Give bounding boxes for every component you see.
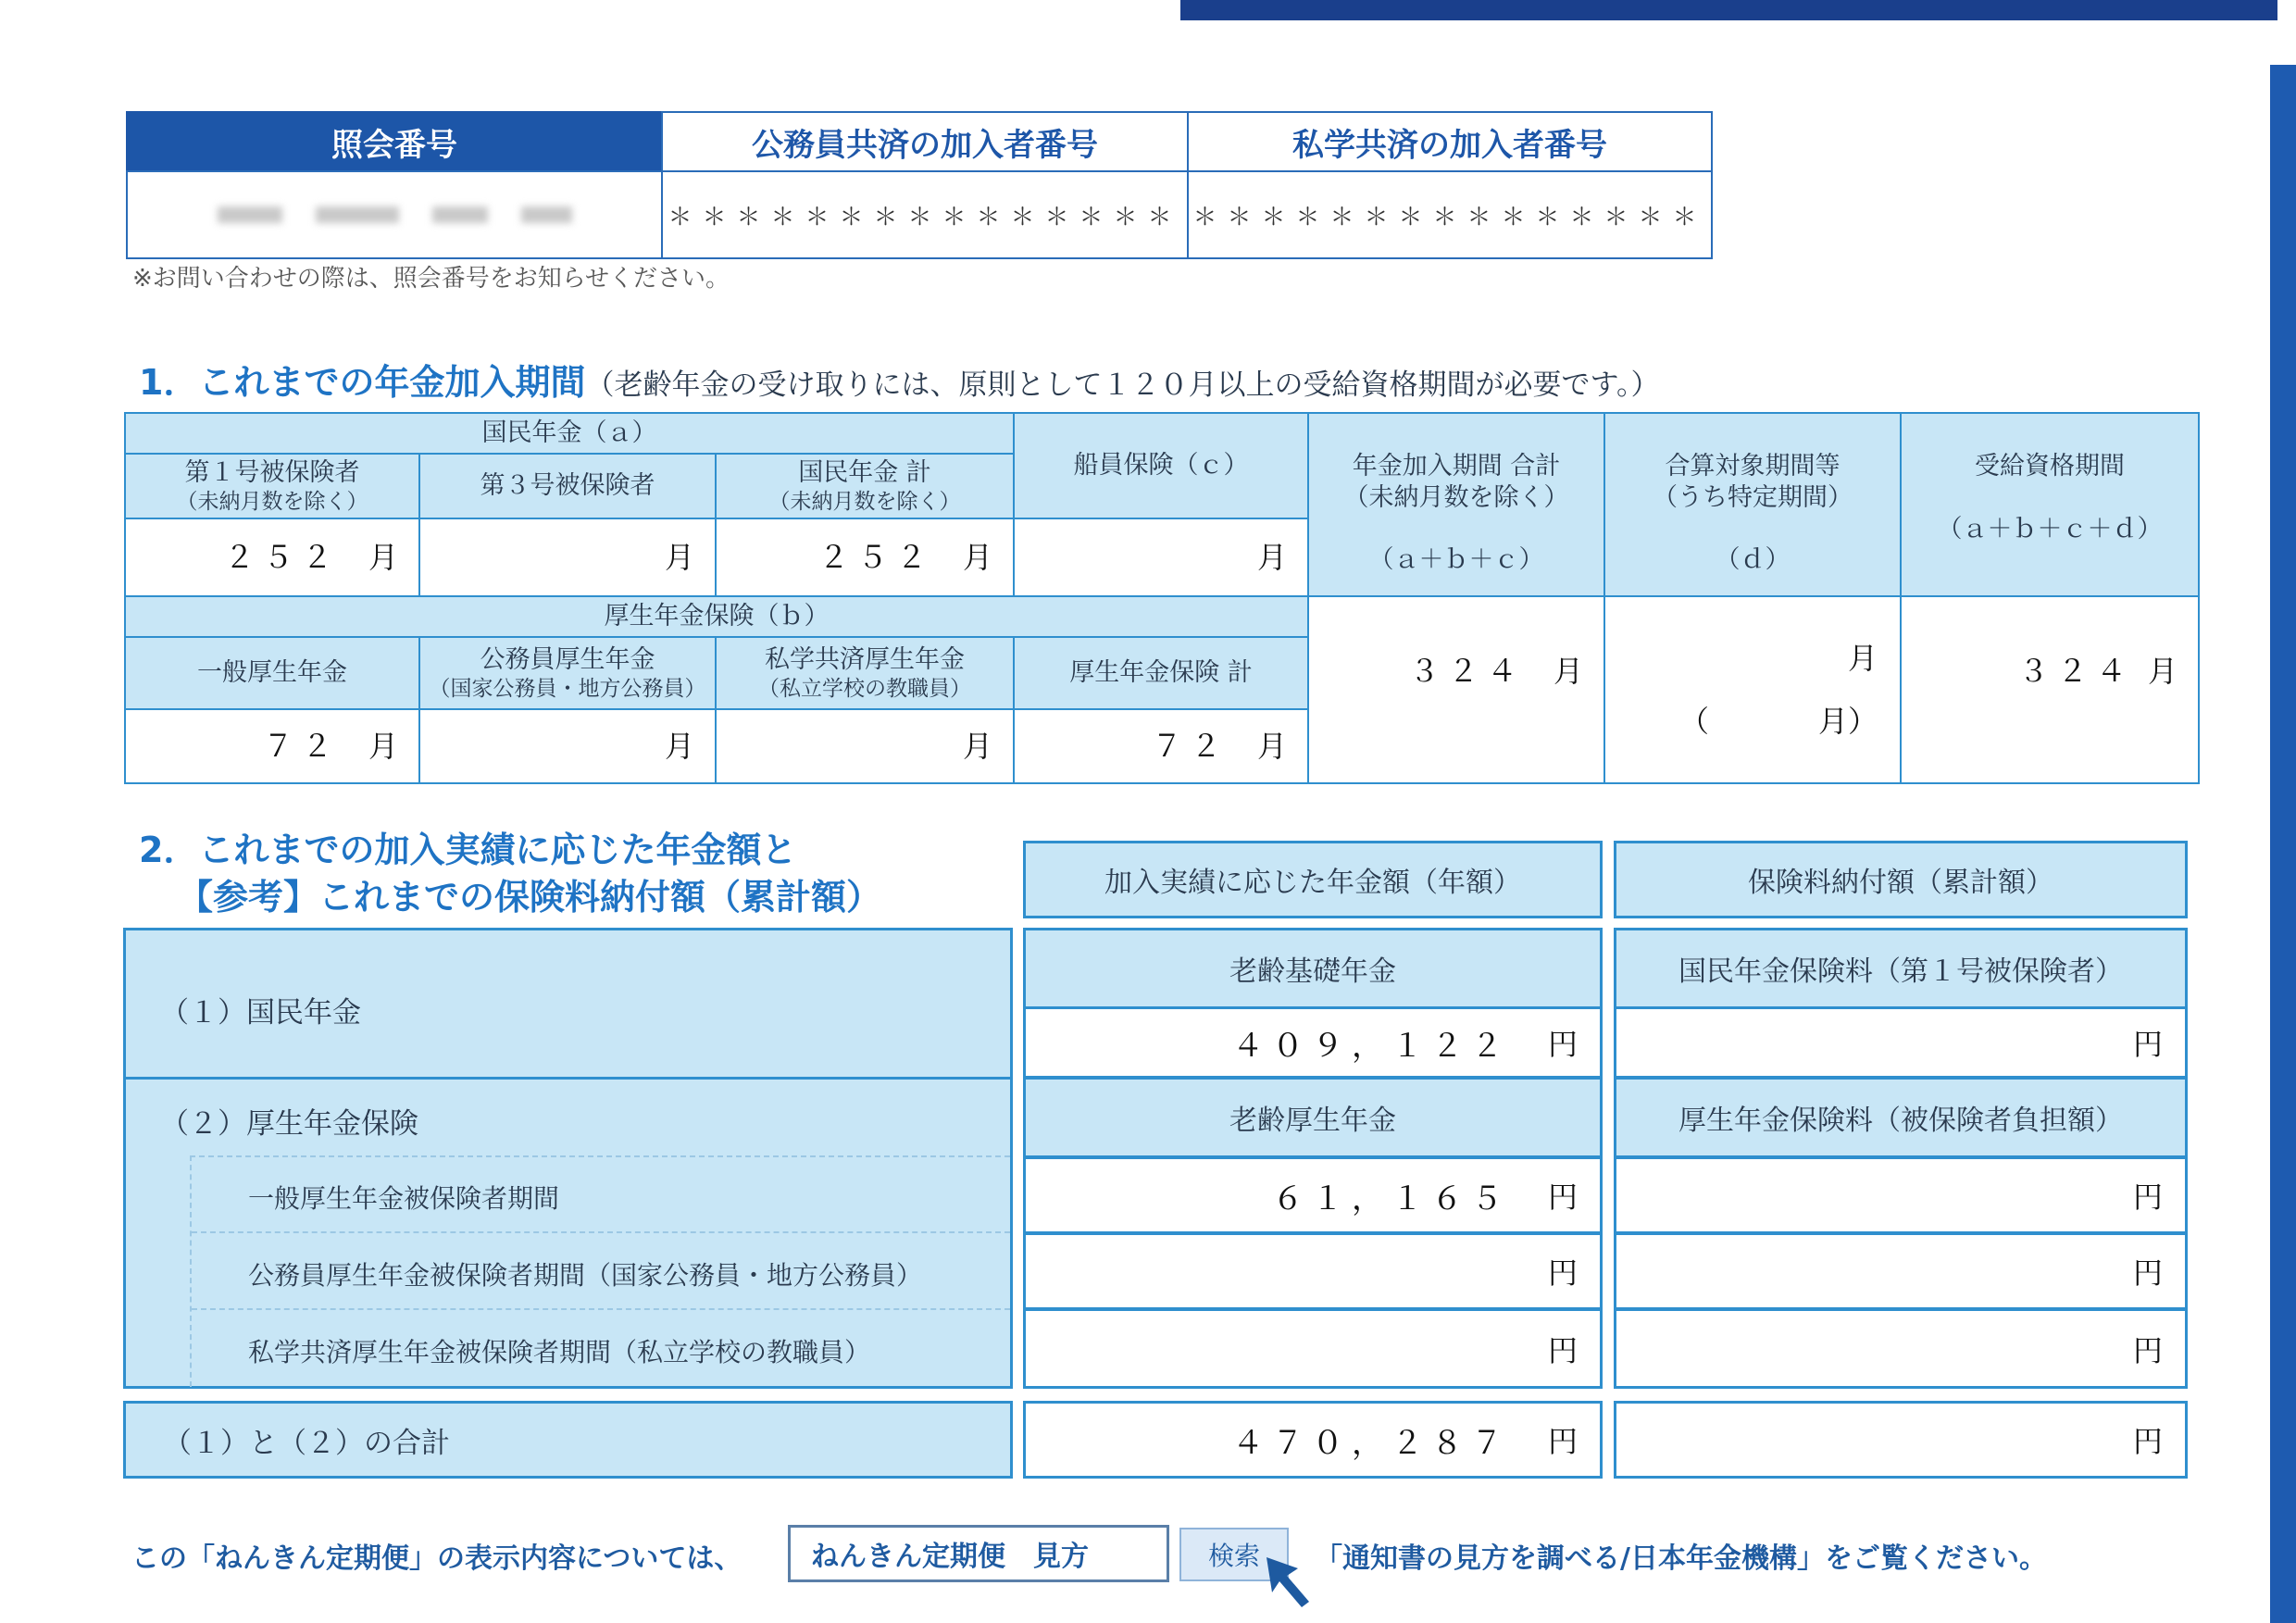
ippan-pension-value: ６１，１６５ 円 (1023, 1156, 1603, 1234)
section1-heading (139, 354, 1659, 405)
kousei-koumuin-header: 公務員厚生年金 （国家公務員・地方公務員） (418, 636, 717, 710)
footer-text-after: 「通知書の見方を調べる/日本年金機構」をご覧ください。 (1315, 1542, 2047, 1575)
inquiry-number-header (126, 111, 663, 172)
private-school-number-label: 私学共済の加入者番号 (1292, 126, 1607, 164)
shigaku-pension-value: 円 (1023, 1308, 1603, 1389)
rourei-kousei-header: 老齢厚生年金 (1023, 1077, 1603, 1158)
cursor-arrow-icon (1261, 1552, 1320, 1611)
sub-row-divider (192, 1231, 1010, 1233)
total-premium-value: 円 (1614, 1401, 2188, 1479)
koumuin-pension-value: 円 (1023, 1232, 1603, 1310)
gassan-value: 月 （ 月） (1603, 595, 1902, 784)
inquiry-number-label: 照会番号 (331, 126, 457, 164)
kokumin-pension-value: ４０９，１２２ 円 (1023, 1006, 1603, 1079)
inquiry-number-value (126, 170, 663, 259)
kokumin-total-header: 国民年金 計 （未納月数を除く） (715, 453, 1015, 519)
kousei-total-value: ７２ 月 (1013, 708, 1309, 784)
footer-text-before: この「ねんきん定期便」の表示内容については、 (131, 1542, 742, 1575)
kokumin1-value: ２５２ 月 (124, 518, 420, 597)
total-period-header: 年金加入期間 合計 （未納月数を除く） （ａ＋ｂ＋ｃ） (1307, 412, 1605, 597)
redacted-block (432, 206, 488, 223)
senin-value: 月 (1013, 518, 1309, 597)
section2-title-line1: 2．これまでの加入実績に応じた年金額と (139, 830, 797, 870)
search-button[interactable]: 検索 (1179, 1528, 1289, 1581)
search-input[interactable]: ねんきん定期便 見方 (788, 1525, 1169, 1582)
section2-title-line2: 【参考】これまでの保険料納付額（累計額） (178, 877, 882, 918)
kokumin1-header: 第１号被保険者 （未納月数を除く） (124, 453, 420, 519)
kokumin3-value: 月 (418, 518, 717, 597)
total-row-label: （１）と（２）の合計 (123, 1401, 1013, 1479)
private-school-number-value: ＊＊＊＊＊＊＊＊＊＊＊＊＊＊＊ (1187, 170, 1713, 259)
total-pension-value: ４７０，２８７ 円 (1023, 1401, 1603, 1479)
redacted-block (218, 206, 282, 223)
kokumin-premium-header: 国民年金保険料（第１号被保険者） (1614, 928, 2188, 1009)
row-kousei-label: （２）厚生年金保険 (160, 1107, 418, 1141)
redacted-block (316, 206, 399, 223)
section2-heading (139, 827, 881, 922)
kousei-ippan-header: 一般厚生年金 (124, 636, 420, 710)
civil-servant-number-header (661, 111, 1189, 172)
row-koumuin-label: 公務員厚生年金被保険者期間（国家公務員・地方公務員） (248, 1260, 923, 1291)
civil-servant-number-value: ＊＊＊＊＊＊＊＊＊＊＊＊＊＊＊ (661, 170, 1189, 259)
kousei-premium-header: 厚生年金保険料（被保険者負担額） (1614, 1077, 2188, 1158)
pension-amount-column-header: 加入実績に応じた年金額（年額） (1023, 841, 1603, 918)
kousei-group-header: 厚生年金保険（ｂ） (124, 595, 1309, 638)
inquiry-note: ※お問い合わせの際は、照会番号をお知らせください。 (132, 265, 730, 293)
row-divider (123, 1077, 1013, 1080)
jukyu-header: 受給資格期間 （ａ＋ｂ＋ｃ＋ｄ） (1900, 412, 2200, 597)
kokumin-premium-value: 円 (1614, 1006, 2188, 1079)
premium-total-column-header: 保険料納付額（累計額） (1614, 841, 2188, 918)
row-ippan-label: 一般厚生年金被保険者期間 (248, 1183, 560, 1214)
kousei-shigaku-header: 私学共済厚生年金 （私立学校の教職員） (715, 636, 1015, 710)
kokumin-group-header: 国民年金（ａ） (124, 412, 1015, 455)
section1-subtitle: （老齢年金の受け取りには、原則として１２０月以上の受給資格期間が必要です。） (585, 368, 1660, 402)
kousei-ippan-value: ７２ 月 (124, 708, 420, 784)
senin-header: 船員保険（ｃ） (1013, 412, 1309, 519)
kousei-total-header: 厚生年金保険 計 (1013, 636, 1309, 710)
row-shigaku-label: 私学共済厚生年金被保険者期間（私立学校の教職員） (248, 1337, 871, 1367)
right-decorative-bar (2270, 65, 2296, 1623)
roureikiso-header: 老齢基礎年金 (1023, 928, 1603, 1009)
shigaku-premium-value: 円 (1614, 1308, 2188, 1389)
row-kokumin-label: （１）国民年金 (160, 996, 361, 1030)
koumuin-premium-value: 円 (1614, 1232, 2188, 1310)
redacted-block (521, 206, 572, 223)
kokumin-total-value: ２５２ 月 (715, 518, 1015, 597)
kousei-koumuin-value: 月 (418, 708, 717, 784)
jukyu-value: ３２４ 月 (1900, 595, 2200, 784)
civil-servant-number-label: 公務員共済の加入者番号 (752, 126, 1098, 164)
ippan-premium-value: 円 (1614, 1156, 2188, 1234)
private-school-number-header (1187, 111, 1713, 172)
top-decorative-bar (1180, 0, 2277, 20)
sub-row-divider (192, 1308, 1010, 1310)
gassan-header: 合算対象期間等 （うち特定期間） （ｄ） (1603, 412, 1902, 597)
kousei-shigaku-value: 月 (715, 708, 1015, 784)
section1-title: 1．これまでの年金加入期間 (139, 362, 586, 403)
total-period-value: ３２４ 月 (1307, 595, 1605, 784)
kokumin3-header: 第３号被保険者 (418, 453, 717, 519)
